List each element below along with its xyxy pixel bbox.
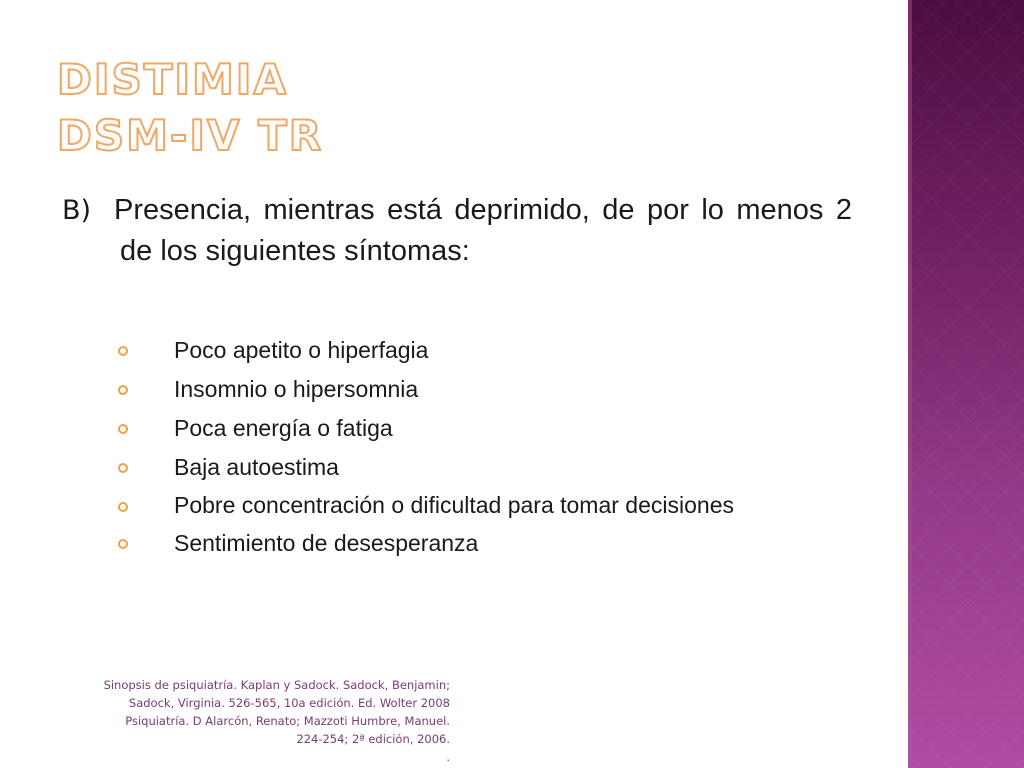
list-item-text: Pobre concentración o dificultad para tomar decisiones (174, 492, 734, 518)
bullet-icon (118, 424, 128, 434)
list-item (114, 526, 852, 561)
reference-line-5: . (446, 750, 450, 764)
list-item (114, 411, 852, 446)
title-line-1: DISTIMIA (57, 55, 288, 104)
bullet-icon (118, 502, 128, 512)
reference-note (40, 676, 450, 766)
title-line-2: DSM-IV TR (57, 111, 324, 160)
bullet-icon (118, 463, 128, 473)
slide-title (57, 52, 323, 164)
list-item-text: Poca energía o fatiga (174, 415, 393, 441)
list-item-text: Insomnio o hipersomnia (174, 376, 419, 402)
bullet-icon (118, 346, 128, 356)
reference-line-1: Sinopsis de psiquiatría. Kaplan y Sadock. Sadock, Benjamin; (103, 678, 450, 692)
decorative-side-panel (912, 0, 1024, 768)
intro-marker: B) (62, 195, 92, 226)
bullet-icon (118, 385, 128, 395)
intro-text: Presencia, mientras está deprimido, de por lo menos 2 de los siguientes síntomas: (114, 194, 852, 267)
intro-paragraph (62, 190, 852, 271)
reference-line-3: Psiquiatría. D Alarcón, Renato; Mazzoti Humbre, Manuel. (125, 714, 450, 728)
list-item (114, 450, 852, 485)
list-item-text: Sentimiento de desesperanza (174, 530, 479, 556)
list-item-text: Poco apetito o hiperfagia (174, 337, 429, 363)
list-item (114, 372, 852, 407)
reference-line-2: Sadock, Virginia. 526-565, 10a edición. Ed. Wolter 2008 (128, 696, 450, 710)
list-item (114, 333, 852, 368)
bullet-icon (118, 539, 128, 549)
list-item-text: Baja autoestima (174, 454, 339, 480)
reference-line-4: 224-254; 2ª edición, 2006. (296, 732, 450, 746)
symptom-list (114, 333, 852, 565)
list-item (114, 489, 852, 522)
